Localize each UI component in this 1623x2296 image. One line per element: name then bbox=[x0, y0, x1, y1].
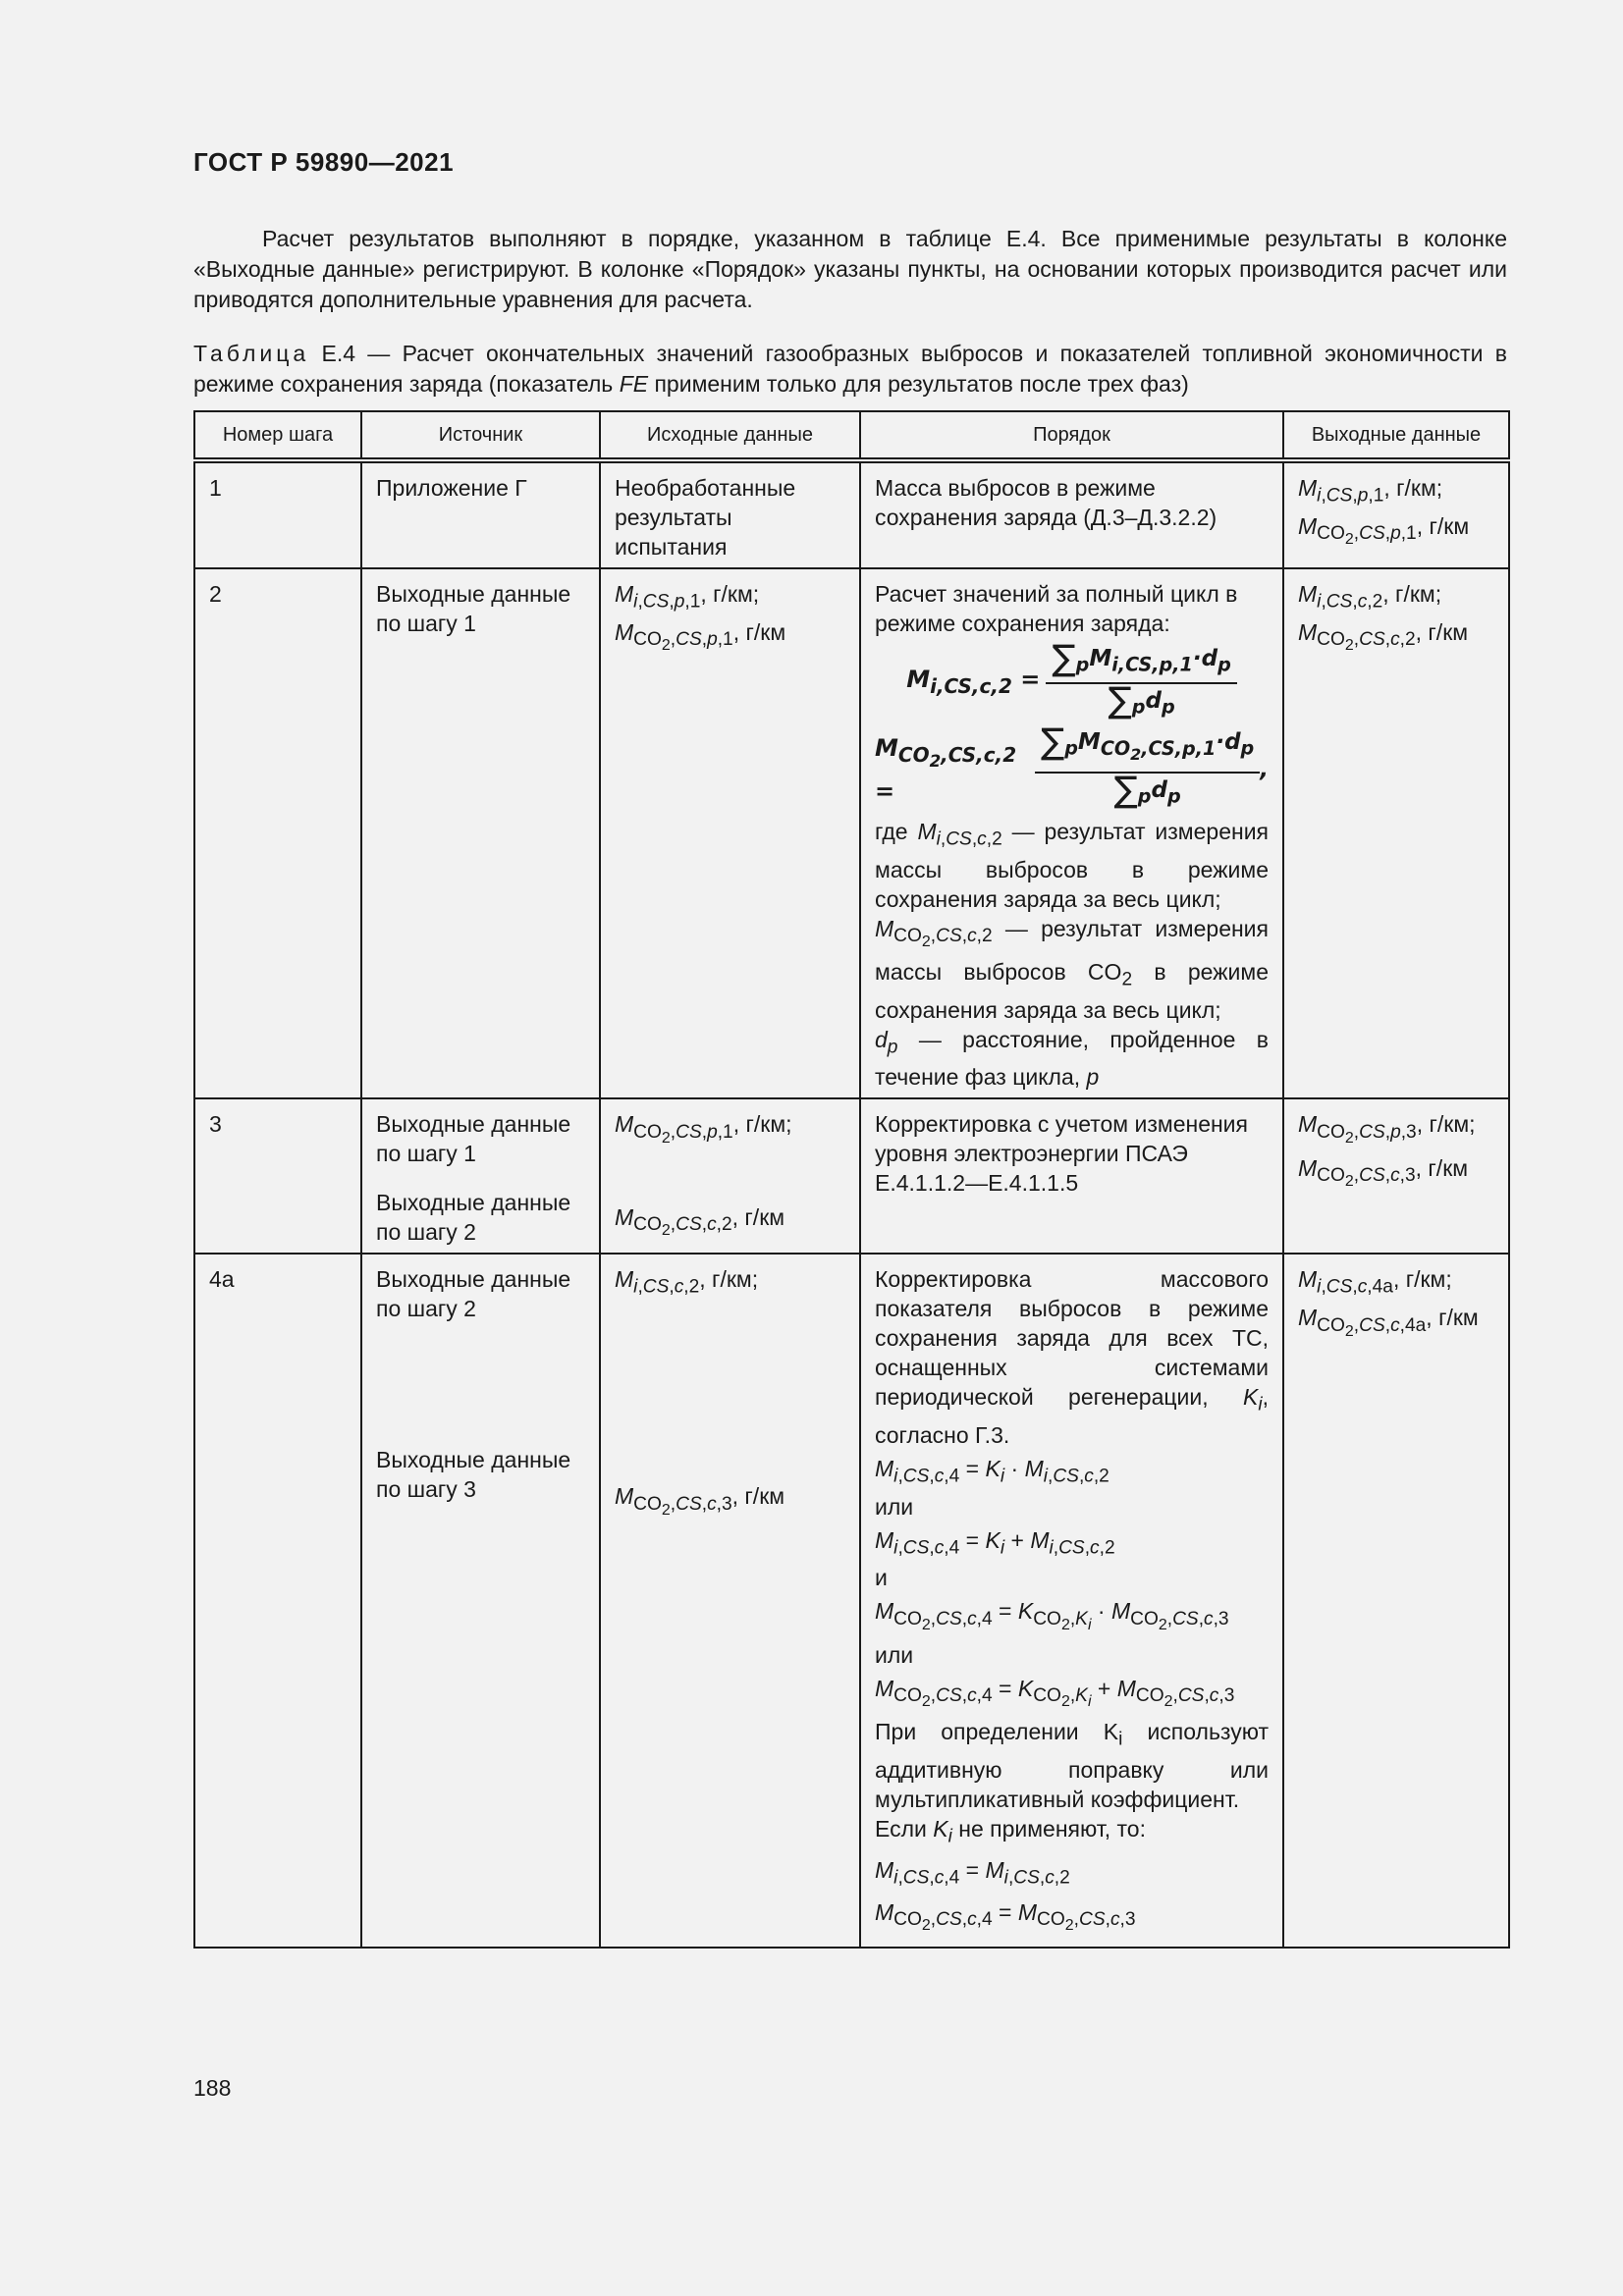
cell-source: Выходные данные по шагу 1 bbox=[361, 568, 600, 1098]
cell-step: 2 bbox=[194, 568, 361, 1098]
source-line: Выходные данные по шагу 1 bbox=[376, 1111, 571, 1167]
cell-order: Корректировка с учетом изменения уровня электроэнергии ПСАЭ Е.4.1.1.2—Е.4.1.1.5 bbox=[860, 1098, 1283, 1254]
calculation-table bbox=[193, 410, 1510, 1949]
cell-input bbox=[600, 568, 860, 1098]
ki-note: При определении $K_i$ используют аддитивную поправку или мультипликативный коэффициент. bbox=[875, 1719, 1269, 1812]
output-line: $M_{i,CS,p,1}$, г/км; bbox=[1298, 475, 1443, 507]
table-row bbox=[194, 460, 1509, 568]
col-header-input: Исходные данные bbox=[600, 411, 860, 460]
order-intro: Расчет значений за полный цикл в режиме сохранения заряда: bbox=[875, 581, 1238, 636]
equation: $M_{CO_2,CS,c,4} = K_{CO_2,K_i} + M_{CO_2,CS,c,3}$ bbox=[875, 1675, 1235, 1711]
cell-order bbox=[860, 568, 1283, 1098]
col-header-source: Источник bbox=[361, 411, 600, 460]
or-word: или bbox=[875, 1493, 914, 1520]
order-intro: Корректировка массового показателя выбросов в режиме сохранения заряда для всех ТС, оснащенных системами периодической регенерации, $K_i$, согласно Г.3. bbox=[875, 1266, 1269, 1448]
output-line: $M_{i,CS,c,2}$, г/км; bbox=[1298, 581, 1442, 613]
source-line: Выходные данные по шагу 3 bbox=[376, 1447, 571, 1503]
output-line: $M_{CO_2,CS,p,1}$, г/км bbox=[1298, 512, 1470, 549]
cell-step: 1 bbox=[194, 460, 361, 568]
equation: $M_{i,CS,c,4} = K_i + M_{i,CS,c,2}$ bbox=[875, 1526, 1115, 1559]
cell-source bbox=[361, 1098, 600, 1254]
legend-def1: — результат измерения массы выбросов в режиме сохранения заряда за весь цикл; bbox=[875, 819, 1269, 912]
cell-output bbox=[1283, 1254, 1509, 1948]
formula-co2-cycle: $M_{CO_2,CS,c,2}$ = $\frac{\sum_pM_{CO_2,CS,p,1}\cdot d_p}{\sum_pd_p}$ , bbox=[875, 721, 1269, 811]
ki-note-a: При определении K bbox=[875, 1719, 1119, 1745]
table-caption bbox=[193, 339, 1507, 400]
output-line: $M_{CO_2,CS,p,3}$, г/км; bbox=[1298, 1111, 1476, 1147]
output-line: $M_{CO_2,CS,c,2}$, г/км bbox=[1298, 618, 1469, 655]
cell-output bbox=[1283, 460, 1509, 568]
caption-fe: FE bbox=[619, 371, 649, 397]
equation: $M_{i,CS,c,4} = M_{i,CS,c,2}$ bbox=[875, 1857, 1070, 1889]
input-line: $M_{CO_2,CS,c,3}$, г/км bbox=[615, 1483, 785, 1519]
equation: $M_{CO_2,CS,c,4} = K_{CO_2,K_i} \cdot M_{CO_2,CS,c,3}$ bbox=[875, 1598, 1229, 1633]
and-word: и bbox=[875, 1565, 888, 1591]
cell-step: 4a bbox=[194, 1254, 361, 1948]
input-line: $M_{i,CS,c,2}$, г/км; bbox=[615, 1266, 759, 1298]
cell-source bbox=[361, 1254, 600, 1948]
cell-input: Необработанные результаты испытания bbox=[600, 460, 860, 568]
caption-text-b: применим только для результатов после трех фаз) bbox=[654, 371, 1189, 397]
input-line: $M_{i,CS,p,1}$, г/км; bbox=[615, 581, 760, 613]
cell-output bbox=[1283, 568, 1509, 1098]
cell-order bbox=[860, 1254, 1283, 1948]
intro-text: Расчет результатов выполняют в порядке, указанном в таблице Е.4. Все применимые результаты в колонке «Выходные данные» регистрируют. В колонке «Порядок» указаны пункты, на основании которых производится расчет или приводятся дополнительные уравнения для расчета. bbox=[193, 226, 1507, 312]
cell-output bbox=[1283, 1098, 1509, 1254]
cell-source: Приложение Г bbox=[361, 460, 600, 568]
equation: $M_{i,CS,c,4} = K_i \cdot M_{i,CS,c,2}$ bbox=[875, 1456, 1109, 1487]
table-row bbox=[194, 568, 1509, 1098]
formula-mass-cycle: $M_{i,CS,c,2}$ = $\frac{\sum_pM_{i,CS,p,1}\cdot d_p}{\sum_pd_p}$ bbox=[875, 644, 1269, 721]
order-intro-a: Корректировка массового показателя выбросов в режиме сохранения заряда для всех ТС, оснащенных системами периодической регенерации, bbox=[875, 1266, 1269, 1411]
table-header-row bbox=[194, 411, 1509, 460]
caption-number: Е.4 — bbox=[321, 341, 391, 366]
legend-def2b: в режиме сохранения заряда за весь цикл; bbox=[875, 959, 1269, 1023]
document-header: ГОСТ Р 59890—2021 bbox=[193, 147, 455, 177]
output-line: $M_{CO_2,CS,c,4a}$, г/км bbox=[1298, 1305, 1479, 1340]
col-header-order: Порядок bbox=[860, 411, 1283, 460]
input-line: $M_{CO_2,CS,c,2}$, г/км bbox=[615, 1203, 785, 1240]
input-line: $M_{CO_2,CS,p,1}$, г/км bbox=[615, 618, 786, 655]
source-line: Выходные данные по шагу 2 bbox=[376, 1190, 571, 1246]
caption-text-a: Расчет окончательных значений газообразных выбросов и показателей топливной экономичности в режиме сохранения заряда (показатель bbox=[193, 341, 1508, 397]
if-not-b: не применяют, то: bbox=[958, 1815, 1146, 1842]
legend-def2a: — результат измерения массы выбросов CO bbox=[875, 915, 1269, 986]
output-line: $M_{i,CS,c,4a}$, г/км; bbox=[1298, 1266, 1452, 1298]
table-row bbox=[194, 1098, 1509, 1254]
ki-note-b: используют аддитивную поправку или мультипликативный коэффициент. bbox=[875, 1719, 1269, 1812]
page-number: 188 bbox=[193, 2075, 232, 2101]
order-intro-b: согласно Г.3. bbox=[875, 1422, 1010, 1448]
input-line: $M_{CO_2,CS,p,1}$, г/км; bbox=[615, 1111, 792, 1147]
cell-order: Масса выбросов в режиме сохранения заряда (Д.3–Д.3.2.2) bbox=[860, 460, 1283, 568]
where-word: где bbox=[875, 819, 908, 845]
intro-paragraph bbox=[193, 224, 1507, 315]
or-word: или bbox=[875, 1641, 914, 1668]
if-not-note: Если $K_i$ не применяют, то: bbox=[875, 1815, 1146, 1847]
source-line: Выходные данные по шагу 2 bbox=[376, 1266, 571, 1322]
equation: $M_{CO_2,CS,c,4} = M_{CO_2,CS,c,3}$ bbox=[875, 1898, 1136, 1935]
caption-label: Таблица bbox=[193, 341, 310, 366]
output-line: $M_{CO_2,CS,c,3}$, г/км bbox=[1298, 1154, 1469, 1191]
col-header-step: Номер шага bbox=[194, 411, 361, 460]
col-header-output: Выходные данные bbox=[1283, 411, 1509, 460]
formula-legend: где $M_{i,CS,c,2}$ — результат измерения массы выбросов в режиме сохранения заряда за весь цикл; $M_{CO_2,CS,c,2}$ — результат измерения массы выбросов $CO_2$ в режиме сохранения заряда за весь цикл; $d_p$ — расстояние, пройденное в течение фаз цикла, p bbox=[875, 819, 1270, 1091]
cell-input bbox=[600, 1098, 860, 1254]
table-row bbox=[194, 1254, 1509, 1948]
cell-input bbox=[600, 1254, 860, 1948]
cell-step: 3 bbox=[194, 1098, 361, 1254]
if-not-a: Если bbox=[875, 1815, 927, 1842]
legend-def3: — расстояние, пройденное в течение фаз цикла, bbox=[875, 1026, 1270, 1091]
